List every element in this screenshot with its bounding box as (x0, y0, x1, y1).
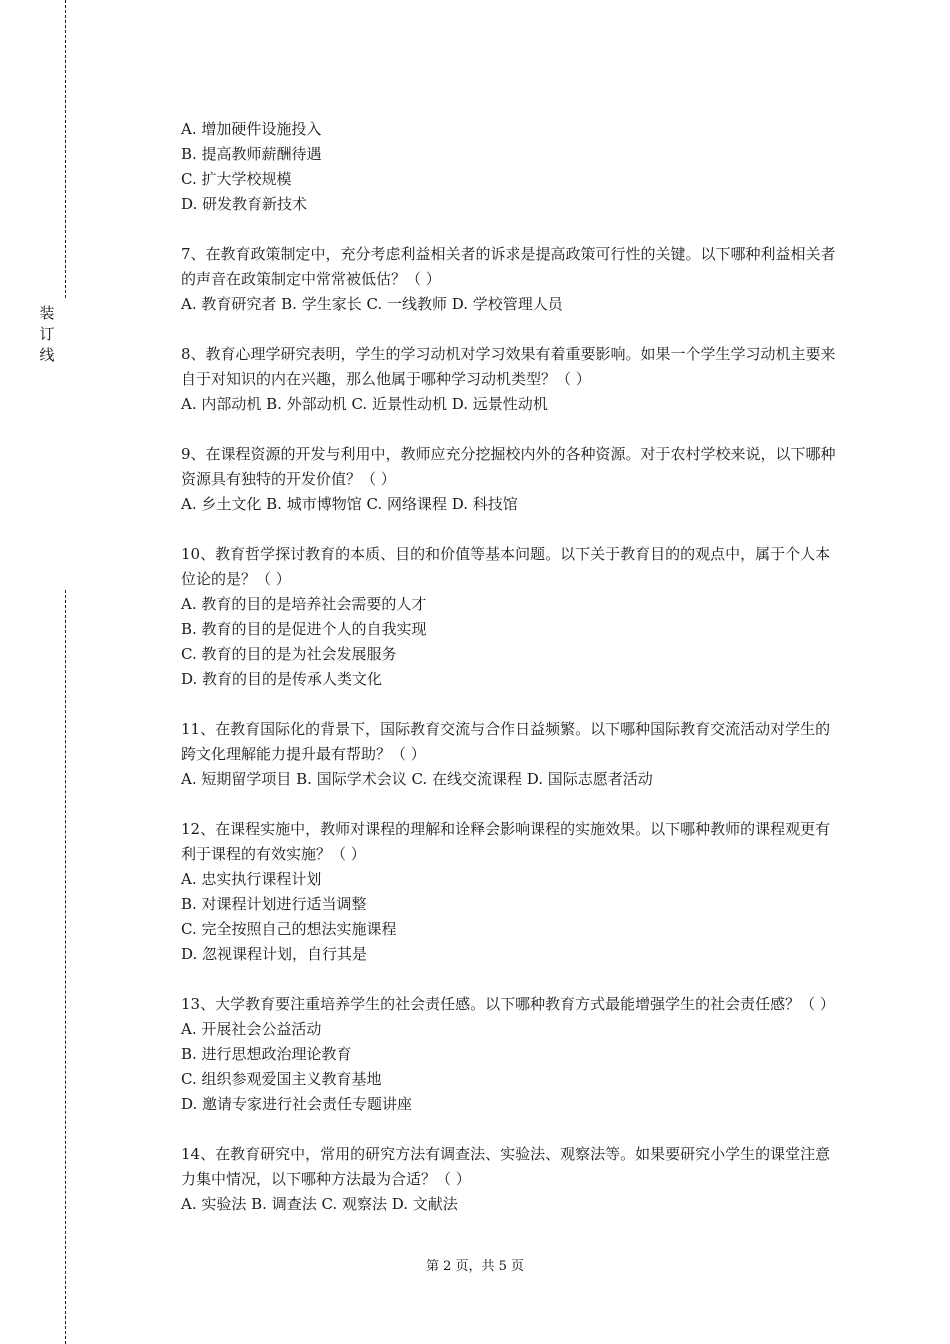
option: C. 组织参观爱国主义教育基地 (181, 1070, 382, 1088)
page-footer: 第 2 页，共 5 页 (425, 1259, 525, 1274)
option: D. 邀请专家进行社会责任专题讲座 (181, 1095, 413, 1113)
binding-char: 订 (39, 325, 55, 343)
continued-options (181, 117, 841, 217)
option: B. 教育的目的是促进个人的自我实现 (181, 620, 427, 638)
option: D. 教育的目的是传承人类文化 (181, 670, 383, 688)
option: A. 开展社会公益活动 (181, 1020, 322, 1038)
option: D. 忽视课程计划，自行其是 (181, 945, 368, 963)
option: A. 实验法 B. 调查法 C. 观察法 D. 文献法 (181, 1195, 458, 1213)
question-stem: 13、大学教育要注重培养学生的社会责任感。以下哪种教育方式最能增强学生的社会责任感？（ ） (181, 995, 835, 1013)
question-stem: 11、在教育国际化的背景下，国际教育交流与合作日益频繁。以下哪种国际教育交流活动对学生的跨文化理解能力提升最有帮助？（ ） (181, 720, 831, 763)
option: B. 对课程计划进行适当调整 (181, 895, 367, 913)
binding-dashed-line-bottom (65, 590, 66, 1344)
binding-label (38, 303, 56, 366)
question-14 (181, 1142, 841, 1217)
exam-content (181, 117, 841, 1242)
question-10 (181, 542, 841, 692)
question-stem: 12、在课程实施中，教师对课程的理解和诠释会影响课程的实施效果。以下哪种教师的课程观更有利于课程的有效实施？（ ） (181, 820, 831, 863)
option: A. 教育的目的是培养社会需要的人才 (181, 595, 427, 613)
binding-dashed-line-top (65, 0, 66, 298)
question-7 (181, 242, 841, 317)
question-8 (181, 342, 841, 417)
question-stem: 10、教育哲学探讨教育的本质、目的和价值等基本问题。以下关于教育目的的观点中，属于个人本位论的是？（ ） (181, 545, 831, 588)
question-stem: 9、在课程资源的开发与利用中，教师应充分挖掘校内外的各种资源。对于农村学校来说，以下哪种资源具有独特的开发价值？（ ） (181, 445, 836, 488)
option: D. 研发教育新技术 (181, 195, 308, 213)
option: A. 增加硬件设施投入 (181, 120, 322, 138)
option: A. 教育研究者 B. 学生家长 C. 一线教师 D. 学校管理人员 (181, 295, 563, 313)
option: C. 扩大学校规模 (181, 170, 292, 188)
option: B. 提高教师薪酬待遇 (181, 145, 322, 163)
question-stem: 7、在教育政策制定中，充分考虑利益相关者的诉求是提高政策可行性的关键。以下哪种利益相关者的声音在政策制定中常常被低估？（ ） (181, 245, 836, 288)
option: A. 乡土文化 B. 城市博物馆 C. 网络课程 D. 科技馆 (181, 495, 518, 513)
option: C. 教育的目的是为社会发展服务 (181, 645, 397, 663)
option: C. 完全按照自己的想法实施课程 (181, 920, 397, 938)
question-13 (181, 992, 841, 1117)
question-stem: 14、在教育研究中，常用的研究方法有调查法、实验法、观察法等。如果要研究小学生的课堂注意力集中情况，以下哪种方法最为合适？（ ） (181, 1145, 831, 1188)
option: A. 内部动机 B. 外部动机 C. 近景性动机 D. 远景性动机 (181, 395, 548, 413)
question-11 (181, 717, 841, 792)
binding-char: 装 (39, 304, 55, 322)
option: A. 短期留学项目 B. 国际学术会议 C. 在线交流课程 D. 国际志愿者活动 (181, 770, 653, 788)
question-12 (181, 817, 841, 967)
binding-char: 线 (39, 346, 55, 364)
option: B. 进行思想政治理论教育 (181, 1045, 352, 1063)
question-9 (181, 442, 841, 517)
question-stem: 8、教育心理学研究表明，学生的学习动机对学习效果有着重要影响。如果一个学生学习动机主要来自于对知识的内在兴趣，那么他属于哪种学习动机类型？（ ） (181, 345, 836, 388)
option: A. 忠实执行课程计划 (181, 870, 322, 888)
